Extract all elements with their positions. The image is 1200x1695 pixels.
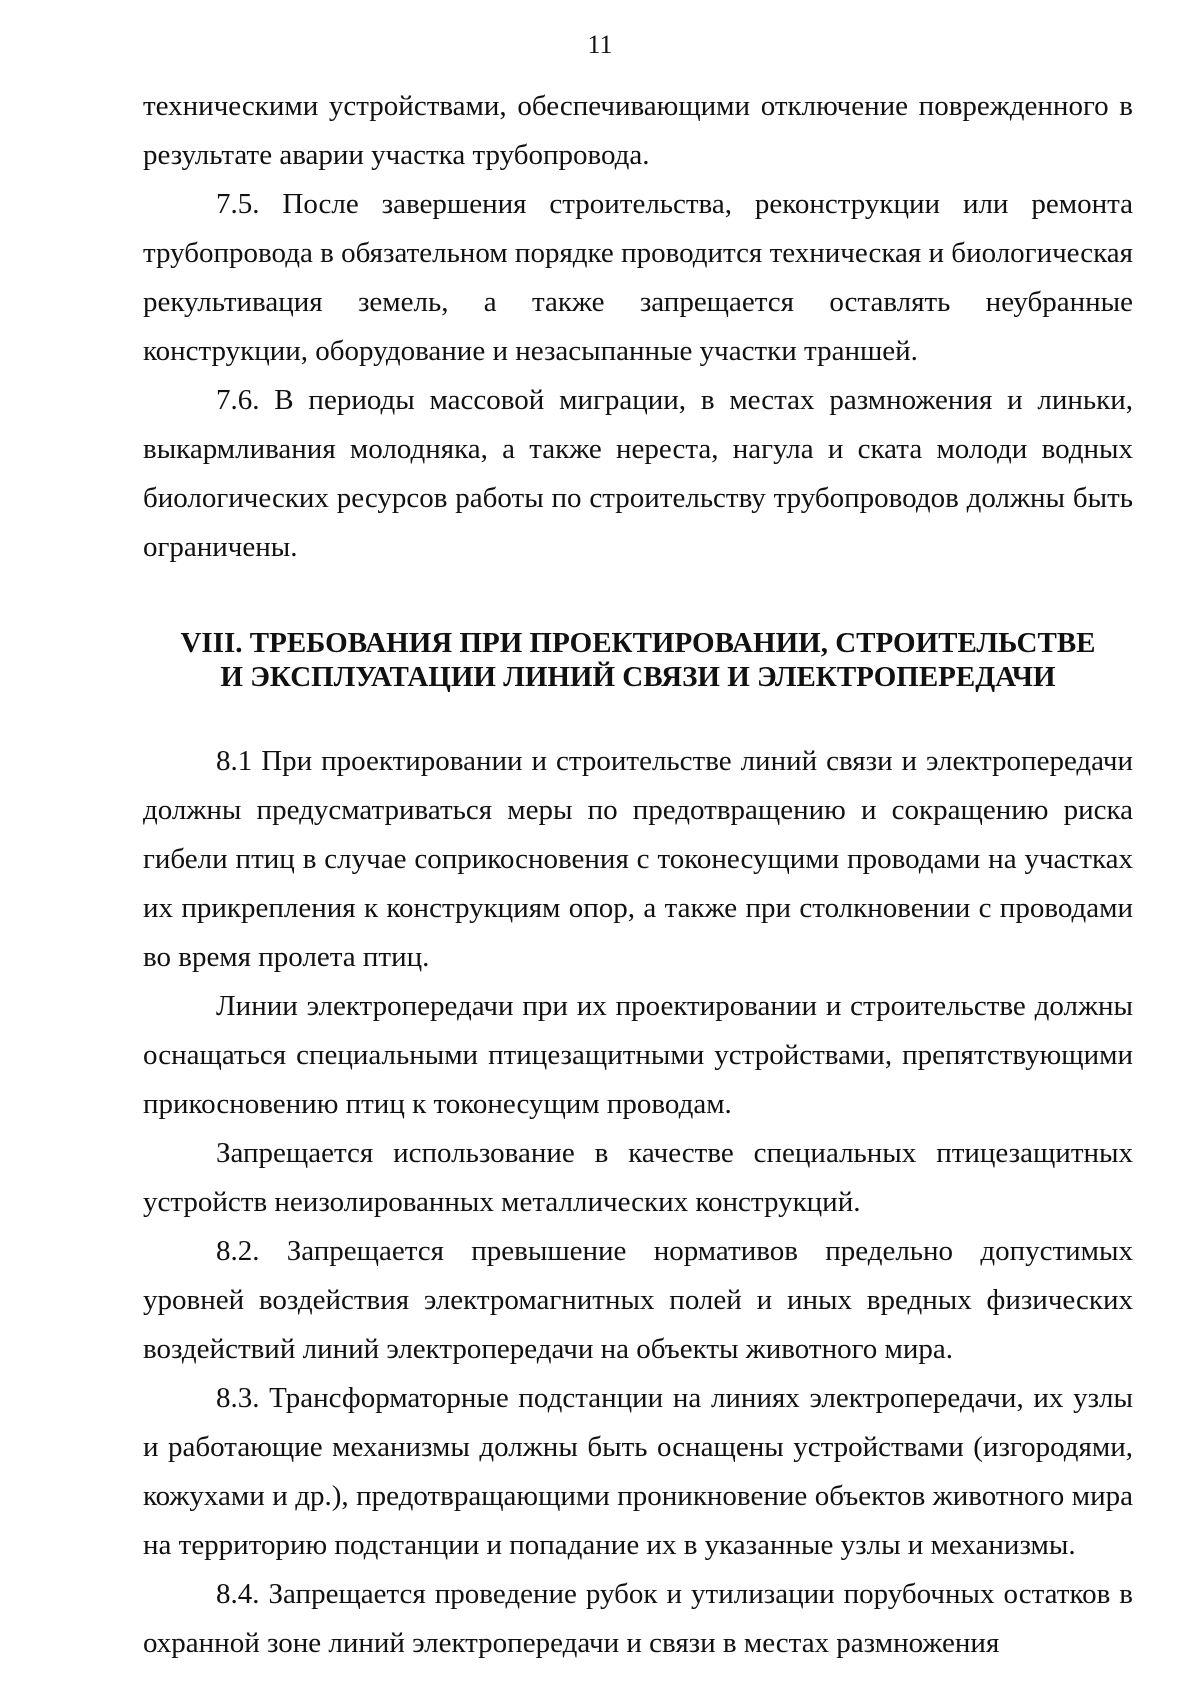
- page-number: 11: [587, 30, 613, 59]
- paragraph-8-4: 8.4. Запрещается проведение рубок и утилизации порубочных остатков в охранной зоне линий электропередачи и связи в местах размножения: [143, 1578, 1133, 1659]
- document-body: [143, 82, 1133, 1668]
- paragraph-8-1: 8.1 При проектировании и строительстве линий связи и электропередачи должны предусматриваться меры по предотвращению и сокращению риска гибели птиц в случае соприкосновения с токонесущими проводами на участках их прикрепления к конструкциям опор, а также при столкновении с проводами во время пролета птиц.: [143, 745, 1133, 973]
- paragraph-7-5: 7.5. После завершения строительства, реконструкции или ремонта трубопровода в обязательном порядке проводится техническая и биологическая рекультивация земель, а также запрещается оставлять неубранные конструкции, оборудование и незасыпанные участки траншей.: [143, 188, 1133, 367]
- paragraph-8-2: 8.2. Запрещается превышение нормативов предельно допустимых уровней воздействия электромагнитных полей и иных вредных физических воздействий линий электропередачи на объекты животного мира.: [143, 1235, 1133, 1365]
- paragraph-8-1-prohibition: Запрещается использование в качестве специальных птицезащитных устройств неизолированных металлических конструкций.: [143, 1137, 1133, 1218]
- section-heading-line-1: VIII. ТРЕБОВАНИЯ ПРИ ПРОЕКТИРОВАНИИ, СТРОИТЕЛЬСТВЕ: [180, 627, 1096, 659]
- paragraph-continuation: техническими устройствами, обеспечивающими отключение поврежденного в результате аварии участка трубопровода.: [143, 90, 1133, 171]
- section-heading-line-2: И ЭКСПЛУАТАЦИИ ЛИНИЙ СВЯЗИ И ЭЛЕКТРОПЕРЕДАЧИ: [220, 661, 1056, 693]
- section-heading: [143, 626, 1133, 694]
- paragraph-7-6: 7.6. В периоды массовой миграции, в местах размножения и линьки, выкармливания молодняка, а также нереста, нагула и ската молоди водных биологических ресурсов работы по строительству трубопроводов должны быть ограничены.: [143, 384, 1133, 563]
- paragraph-8-3: 8.3. Трансформаторные подстанции на линиях электропередачи, их узлы и работающие механизмы должны быть оснащены устройствами (изгородями, кожухами и др.), предотвращающими проникновение объектов животного мира на территорию подстанции и попадание их в указанные узлы и механизмы.: [143, 1382, 1133, 1561]
- paragraph-8-1-power-lines: Линии электропередачи при их проектировании и строительстве должны оснащаться специальными птицезащитными устройствами, препятствующими прикосновению птиц к токонесущим проводам.: [143, 990, 1133, 1120]
